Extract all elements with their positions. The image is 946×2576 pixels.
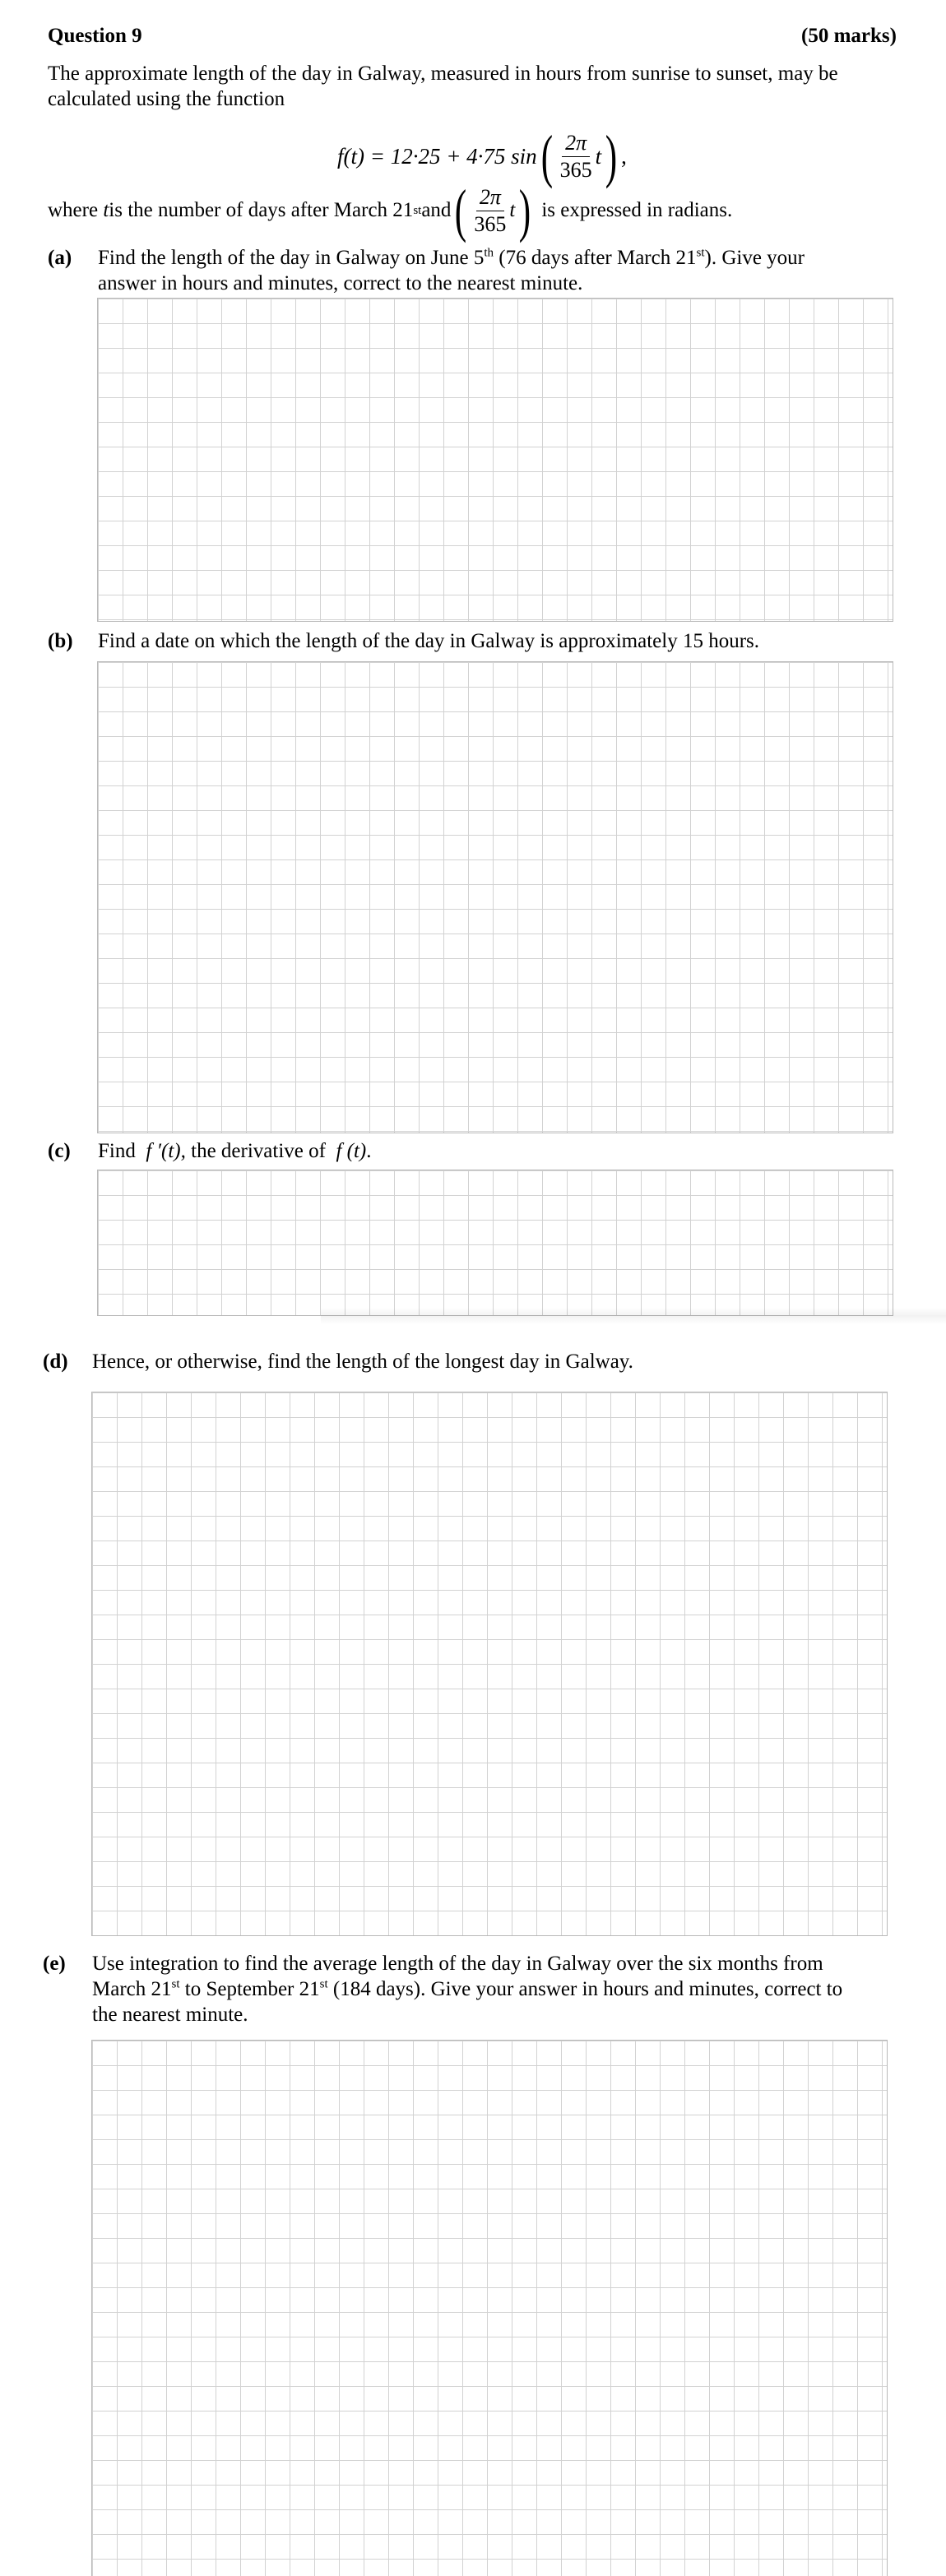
- question-marks: (50 marks): [801, 25, 897, 47]
- where-numerator: 2π: [476, 184, 504, 211]
- part-a-line1-pre: Find the length of the day in Galway on June 5: [98, 247, 485, 269]
- part-c-post: .: [366, 1140, 372, 1162]
- left-paren: (: [540, 123, 553, 189]
- part-d: [43, 1349, 898, 1375]
- where-post: is expressed in radians.: [541, 199, 733, 221]
- part-e-sup2: st: [319, 1977, 328, 1991]
- answer-grid-e[interactable]: [91, 2040, 888, 2576]
- where-denominator: 365: [474, 211, 507, 236]
- fraction-numerator: 2π: [562, 130, 590, 157]
- left-paren-2: (: [455, 178, 467, 243]
- part-a-line1-mid: (76 days after March 21: [494, 247, 697, 269]
- right-paren: ): [605, 123, 618, 189]
- formula-lhs: f(t) = 12·25 + 4·75 sin: [337, 143, 537, 169]
- part-c-mid: the derivative of: [185, 1140, 332, 1162]
- where-text-b: is the number of days after March 21: [109, 199, 414, 221]
- formula-tail: ,: [621, 143, 627, 169]
- part-c-function: f (t): [336, 1140, 367, 1162]
- fraction-denominator: 365: [559, 157, 592, 182]
- answer-grid-b[interactable]: [97, 661, 893, 1133]
- answer-grid-a[interactable]: [97, 298, 893, 622]
- part-a-line1-post: ). Give your: [704, 247, 805, 269]
- where-var: t: [103, 199, 109, 221]
- part-e-label: (e): [43, 1953, 66, 1975]
- part-c: [48, 1138, 903, 1165]
- where-statement: where t is the number of days after March 21 st and ( $\frac{2\pi}{365}$ t ) is expressed in radians.: [48, 178, 733, 243]
- part-a-sup2: st: [696, 246, 705, 260]
- part-e-line1: Use integration to find the average length of the day in Galway over the six months from: [92, 1953, 823, 1975]
- exam-page-2: [0, 1316, 946, 2576]
- where-variable: t: [509, 199, 516, 221]
- where-fraction: [474, 184, 506, 238]
- part-b-text: Find a date on which the length of the day in Galway is approximately 15 hours.: [98, 630, 759, 652]
- part-e-line2-pre: March 21: [92, 1978, 172, 2000]
- part-e-line2-mid: to September 21: [179, 1978, 320, 2000]
- question-title: Question 9: [48, 25, 142, 47]
- question-header: [48, 25, 897, 48]
- formula-variable: t: [595, 143, 602, 169]
- where-text-c: and: [421, 199, 452, 221]
- part-d-label: (d): [43, 1351, 68, 1373]
- where-text-a: where: [48, 199, 99, 221]
- part-c-label: (c): [48, 1140, 71, 1162]
- part-a: [48, 245, 903, 298]
- answer-grid-c[interactable]: [97, 1170, 893, 1316]
- part-e: [43, 1951, 898, 2030]
- part-a-line2: answer in hours and minutes, correct to the nearest minute.: [98, 272, 583, 294]
- part-d-text: Hence, or otherwise, find the length of the longest day in Galway.: [92, 1351, 633, 1373]
- part-e-line2-post: (184 days). Give your answer in hours and minutes, correct to: [327, 1978, 843, 2000]
- part-c-text: [98, 1138, 372, 1164]
- right-paren-2: ): [519, 178, 531, 243]
- part-a-text: [98, 245, 805, 296]
- question-intro: The approximate length of the day in Galway, measured in hours from sunrise to sunset, may be calculated using the function: [48, 63, 838, 110]
- part-a-label: (a): [48, 247, 72, 269]
- answer-grid-d[interactable]: [91, 1392, 888, 1936]
- part-c-pre: Find: [98, 1140, 141, 1162]
- part-e-sup1: st: [171, 1977, 180, 1991]
- part-e-text: [92, 1951, 842, 2027]
- part-e-line3: the nearest minute.: [92, 2004, 248, 2026]
- part-b: [48, 628, 903, 655]
- part-c-derivative: f ′(t),: [146, 1140, 186, 1162]
- part-a-sup1: th: [484, 246, 494, 260]
- part-b-label: (b): [48, 630, 73, 652]
